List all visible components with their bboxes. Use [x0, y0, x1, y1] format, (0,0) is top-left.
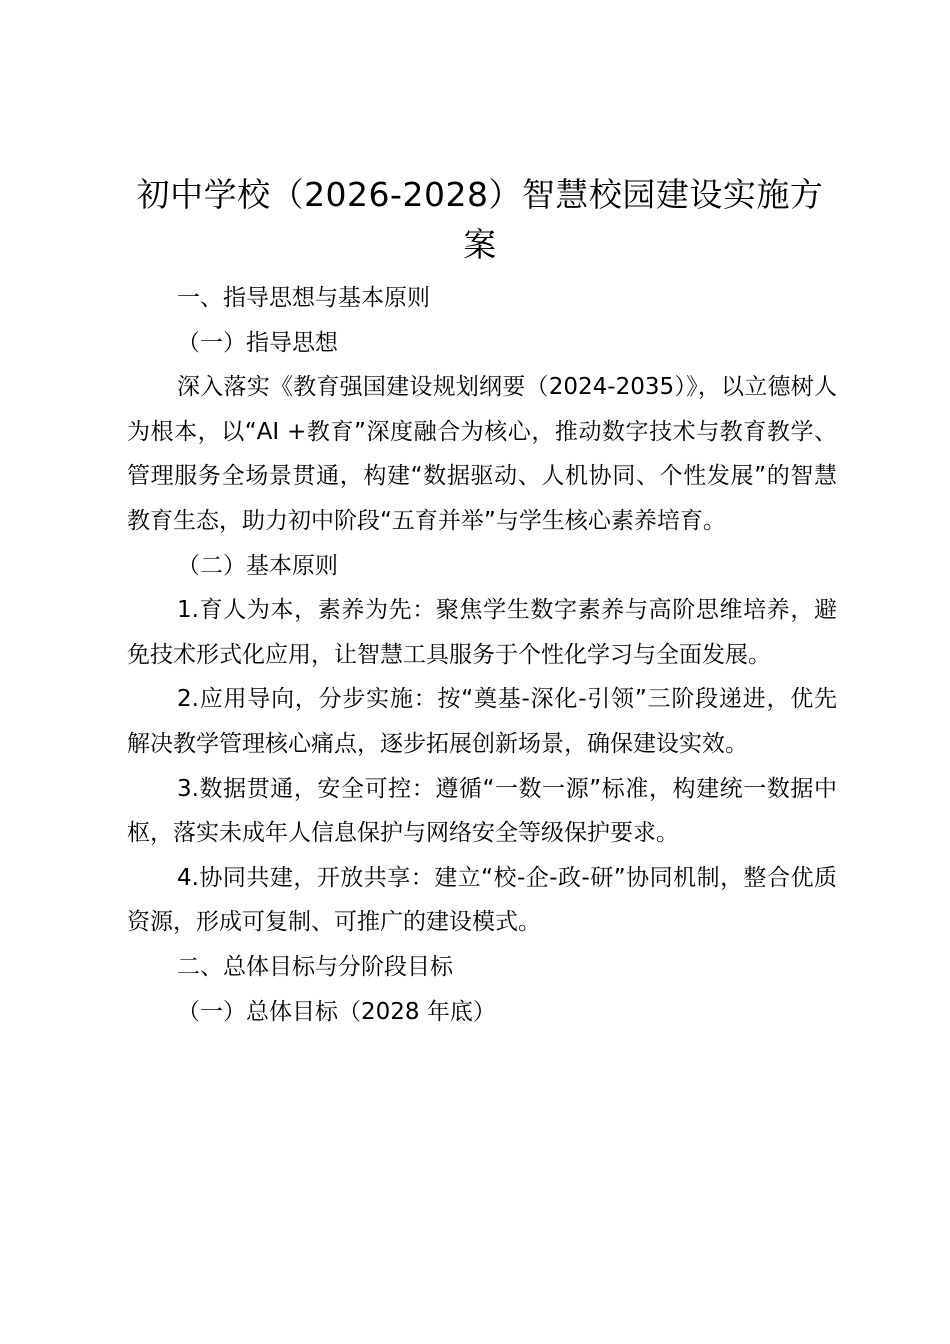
principle-item-4: 4.协同共建，开放共享：建立“校-企-政-研”协同机制，整合优质资源，形成可复制、可推广的建设模式。: [127, 864, 837, 936]
paragraph-guiding-ideology: 深入落实《教育强国建设规划纲要（2024-2035）》，以立德树人为根本，以“AI +教育”深度融合为核心，推动数字技术与教育教学、管理服务全场景贯通，构建“数据驱动、人机协同、个性发展”的智慧教育生态，助力初中阶段“五育并举”与学生核心素养培育。: [127, 374, 837, 534]
principle-item-1: 1.育人为本，素养为先：聚焦学生数字素养与高阶思维培养，避免技术形式化应用，让智慧工具服务于个性化学习与全面发展。: [127, 597, 837, 668]
document-body: [127, 276, 837, 1034]
principle-item-2: 2.应用导向，分步实施：按“奠基-深化-引领”三阶段递进，优先解决教学管理核心痛点，逐步拓展创新场景，确保建设实效。: [127, 686, 837, 757]
document-title: 初中学校（2026-2028）智慧校园建设实施方案: [136, 175, 824, 264]
section-heading-2: 二、总体目标与分阶段目标: [177, 953, 453, 980]
principle-item-3: 3.数据贯通，安全可控：遵循“一数一源”标准，构建统一数据中枢，落实未成年人信息保护与网络安全等级保护要求。: [127, 775, 837, 847]
subsection-heading-basic-principles: （二）基本原则: [177, 552, 338, 579]
subsection-heading-guiding-ideology: （一）指导思想: [177, 329, 338, 356]
section-heading-1: 一、指导思想与基本原则: [177, 285, 430, 311]
subsection-heading-overall-goal: （一）总体目标（2028 年底）: [177, 998, 496, 1025]
